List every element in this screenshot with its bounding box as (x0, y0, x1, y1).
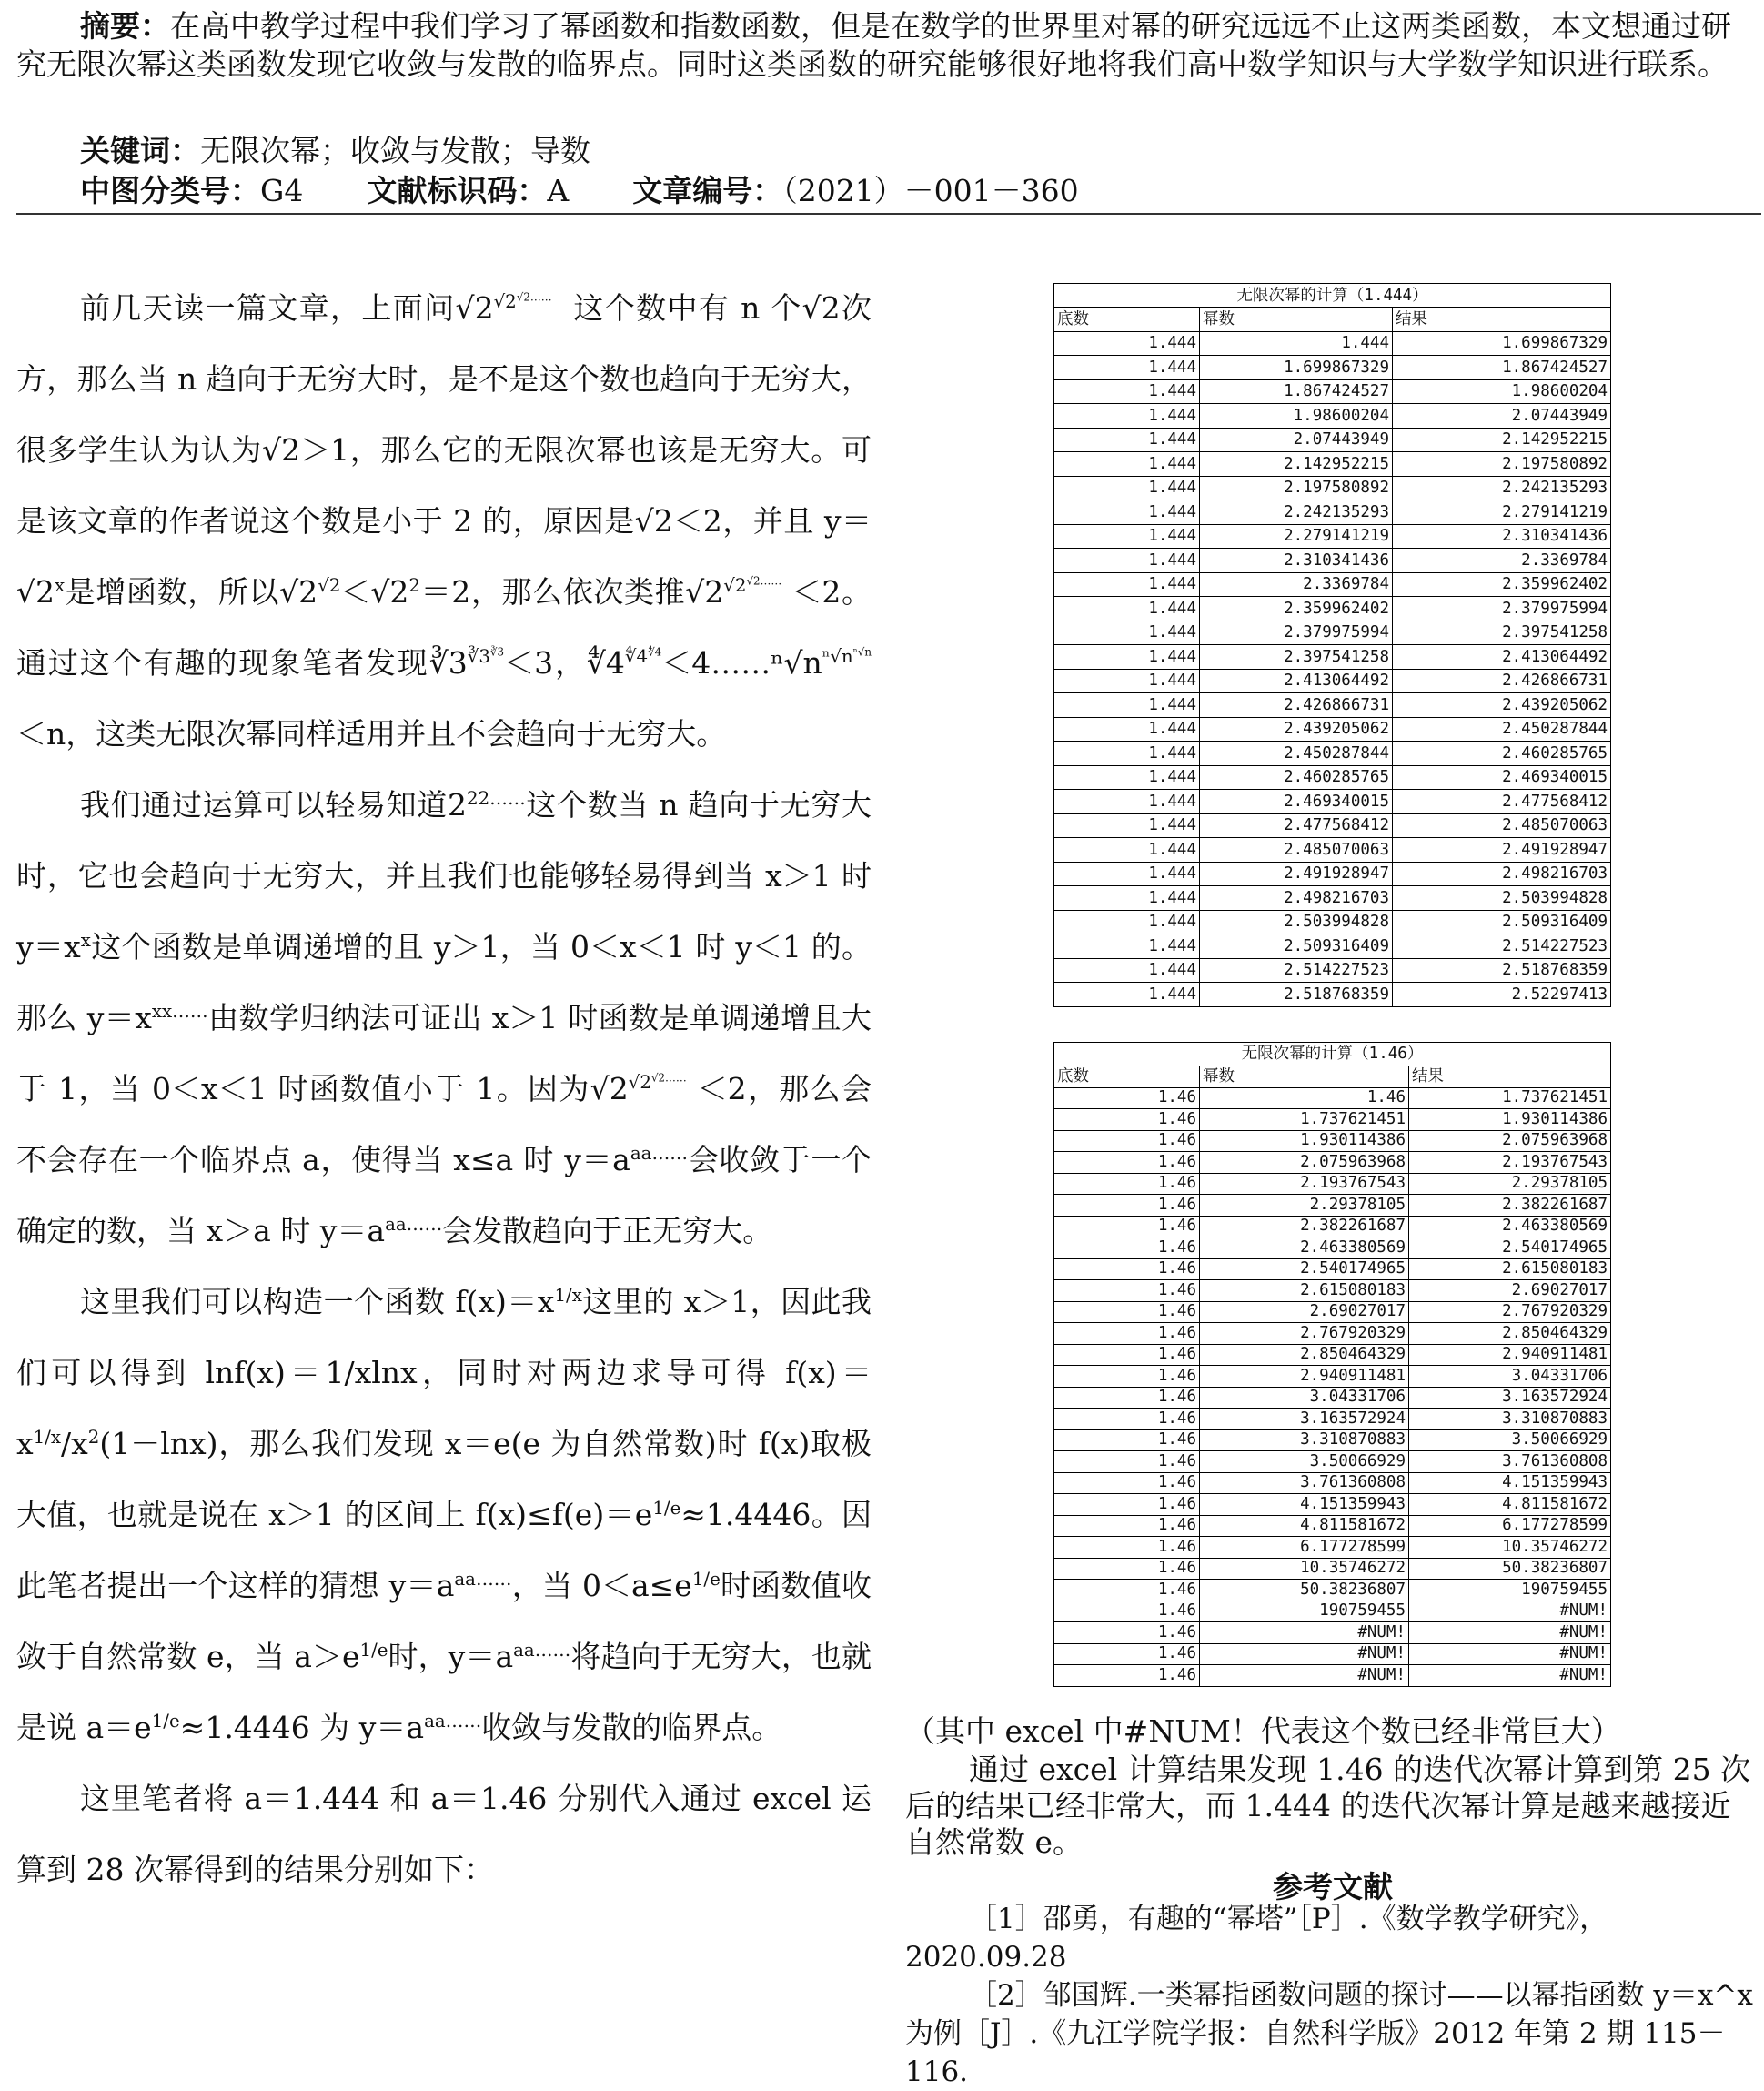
table-cell: 2.485070063 (1200, 838, 1393, 863)
table-row (1054, 1323, 1611, 1345)
table-cell: 2.491928947 (1200, 862, 1393, 886)
table-row (1054, 910, 1611, 934)
table-row (1054, 549, 1611, 573)
classification-line (80, 167, 1079, 210)
table-cell: 1.46 (1054, 1622, 1200, 1644)
table-cell: 2.3369784 (1393, 549, 1611, 573)
table-cell: 2.379975994 (1200, 621, 1393, 645)
table-cell: 4.151359943 (1200, 1494, 1409, 1516)
table-cell: 1.444 (1054, 910, 1200, 934)
table-row (1054, 1537, 1611, 1559)
table-cell: 1.737621451 (1409, 1087, 1611, 1109)
table-cell: 1.46 (1054, 1195, 1200, 1217)
table-cell: 2.397541258 (1393, 621, 1611, 645)
table-cell: 10.35746272 (1409, 1537, 1611, 1559)
table-cell: 1.46 (1054, 1130, 1200, 1152)
table-row (1054, 500, 1611, 525)
table-cell: 1.98600204 (1393, 379, 1611, 404)
table-header: 结果 (1393, 308, 1611, 332)
table-row (1054, 1580, 1611, 1601)
table-cell: 1.46 (1054, 1237, 1200, 1259)
table-cell: 2.463380569 (1409, 1216, 1611, 1237)
table-cell: 1.46 (1054, 1580, 1200, 1601)
paragraph-4: 这里笔者将 a＝1.444 和 a＝1.46 分别代入通过 excel 运算到 28 次幂得到的结果分别如下： (16, 1781, 872, 1887)
table-row (1054, 742, 1611, 766)
table-cell: 2.426866731 (1393, 669, 1611, 693)
table-cell: 1.46 (1054, 1409, 1200, 1430)
table-row (1054, 693, 1611, 718)
table-cell: 50.38236807 (1409, 1558, 1611, 1580)
table-cell: 1.444 (1200, 331, 1393, 356)
table-cell: 2.69027017 (1200, 1301, 1409, 1323)
table-cell: 2.509316409 (1200, 934, 1393, 959)
table-row (1054, 524, 1611, 549)
table-row (1054, 1258, 1611, 1280)
table-cell: 1.46 (1054, 1643, 1200, 1665)
table-cell: 1.930114386 (1409, 1109, 1611, 1131)
table-cell: 2.518768359 (1393, 958, 1611, 983)
table-row (1054, 1109, 1611, 1131)
table-title: 无限次幂的计算（1.46） (1054, 1043, 1611, 1066)
table-cell: 2.413064492 (1200, 669, 1393, 693)
table-cell: 2.940911481 (1200, 1366, 1409, 1388)
table-cell: 2.193767543 (1200, 1173, 1409, 1195)
table-cell: 1.444 (1054, 452, 1200, 477)
table-cell: 3.04331706 (1200, 1387, 1409, 1409)
table-cell: 2.514227523 (1200, 958, 1393, 983)
table-cell: 190759455 (1200, 1601, 1409, 1622)
table-cell: 1.867424527 (1200, 379, 1393, 404)
table-cell: 2.413064492 (1393, 645, 1611, 670)
excel-note: （其中 excel 中#NUM！代表这个数已经非常巨大） (905, 1713, 1621, 1749)
paragraph-3: 这里我们可以构造一个函数 $f(x)=x^{1/x}$这里的 x＞1，因此我们可以得到 lnf(x)＝1/xlnx，同时对两边求导可得 $f(x)=x^{1/x}/x^2(1-\ln x)$，那么我们发现 x＝e(e 为自然常数)时 f(x)取极大值，也就是说在 x＞1 的区间上 $f(x)\le f(e)=e^{1/e}\approx 1.4446$。因此笔者提出一个这样的猜想 $y=a^{aa\dots\dots}$，当 $0<a\le e^{1/e}$时函数值收敛于自然常数 e，当 $a>e^{1/e}$时，$y=a^{aa\dots\dots}$将趋向于无穷大，也就是说 $a=e^{1/e}\approx 1.4446$ 为 $y=a^{aa\dots\dots}$收敛与发散的临界点。 (16, 1284, 872, 1745)
table-cell: 1.444 (1054, 524, 1200, 549)
table-cell: 1.444 (1054, 742, 1200, 766)
table-row (1054, 717, 1611, 742)
table-row (1054, 862, 1611, 886)
table-cell: 2.426866731 (1200, 693, 1393, 718)
table-cell: 1.699867329 (1200, 356, 1393, 380)
table-row (1054, 838, 1611, 863)
table-row (1054, 1195, 1611, 1217)
table-row (1054, 428, 1611, 452)
table-cell: 2.503994828 (1393, 886, 1611, 911)
table-cell: 1.46 (1054, 1366, 1200, 1388)
table-row (1054, 1237, 1611, 1259)
table-cell: 2.460285765 (1200, 765, 1393, 790)
table-row (1054, 645, 1611, 670)
table-cell: 1.444 (1054, 404, 1200, 429)
table-row (1054, 1387, 1611, 1409)
article-number-label: 文章编号： (632, 173, 783, 208)
table-cell: 1.444 (1054, 356, 1200, 380)
table-cell: 1.444 (1054, 693, 1200, 718)
table-row (1054, 934, 1611, 959)
table-cell: 1.444 (1054, 790, 1200, 814)
table-cell: 1.444 (1054, 476, 1200, 500)
table-cell: 1.46 (1054, 1494, 1200, 1516)
table-row (1054, 1515, 1611, 1537)
keywords-text: 无限次幂；收敛与发散；导数 (200, 133, 590, 168)
table-cell: 2.07443949 (1393, 404, 1611, 429)
table-cell: 190759455 (1409, 1580, 1611, 1601)
table-cell: 1.444 (1054, 862, 1200, 886)
table-row (1054, 572, 1611, 597)
table-cell: 1.46 (1054, 1537, 1200, 1559)
table-cell: #NUM! (1200, 1665, 1409, 1687)
table-cell: 2.450287844 (1393, 717, 1611, 742)
clc-label: 中图分类号： (80, 173, 260, 208)
table-cell: 2.850464329 (1409, 1323, 1611, 1345)
table-cell: 1.46 (1054, 1087, 1200, 1109)
table-row (1054, 669, 1611, 693)
table-cell: 1.46 (1200, 1087, 1409, 1109)
table-cell: 1.46 (1054, 1109, 1200, 1131)
table-cell: 2.075963968 (1200, 1152, 1409, 1174)
table-cell: 2.197580892 (1200, 476, 1393, 500)
table-row (1054, 1494, 1611, 1516)
table-cell: 2.498216703 (1200, 886, 1393, 911)
table-cell: 2.518768359 (1200, 983, 1393, 1007)
table-cell: 2.29378105 (1409, 1173, 1611, 1195)
table-cell: 2.514227523 (1393, 934, 1611, 959)
table-cell: 2.615080183 (1409, 1258, 1611, 1280)
doc-code-label: 文献标识码： (367, 173, 548, 208)
table-cell: #NUM! (1409, 1601, 1611, 1622)
table-cell: 2.477568412 (1393, 790, 1611, 814)
table-cell: 2.193767543 (1409, 1152, 1611, 1174)
table-cell: 2.615080183 (1200, 1280, 1409, 1302)
table-row (1054, 813, 1611, 838)
table-cell: 2.197580892 (1393, 452, 1611, 477)
table-row (1054, 1643, 1611, 1665)
table-row (1054, 1173, 1611, 1195)
table-cell: 1.46 (1054, 1515, 1200, 1537)
table-cell: 4.811581672 (1200, 1515, 1409, 1537)
table-cell: 1.46 (1054, 1472, 1200, 1494)
table-cell: 1.444 (1054, 838, 1200, 863)
table-row (1054, 1216, 1611, 1237)
table-row (1054, 1301, 1611, 1323)
table-cell: 2.439205062 (1200, 717, 1393, 742)
table-1-444 (1053, 283, 1611, 1007)
table-row (1054, 765, 1611, 790)
table-row (1054, 1344, 1611, 1366)
table-cell: 1.867424527 (1393, 356, 1611, 380)
table-cell: 6.177278599 (1409, 1515, 1611, 1537)
table-cell: 1.930114386 (1200, 1130, 1409, 1152)
reference-2: ［2］邹国辉.一类幂指函数问题的探讨——以幂指函数 y＝x^x 为例［J］.《九江学院学报：自然科学版》2012 年第 2 期 115－116. (905, 1979, 1753, 2088)
table-row (1054, 1280, 1611, 1302)
table-cell: 1.46 (1054, 1173, 1200, 1195)
table-cell: 1.444 (1054, 717, 1200, 742)
table-cell: 1.46 (1054, 1429, 1200, 1451)
table-row (1054, 983, 1611, 1007)
body-text-left-column (16, 273, 872, 1905)
table-cell: 1.444 (1054, 572, 1200, 597)
table-1-46 (1053, 1042, 1611, 1687)
table-cell: 2.3369784 (1200, 572, 1393, 597)
table-cell: 1.444 (1054, 669, 1200, 693)
table-cell: 3.163572924 (1200, 1409, 1409, 1430)
keywords-label: 关键词： (80, 133, 200, 168)
table-cell: 2.940911481 (1409, 1344, 1611, 1366)
table-cell: 1.737621451 (1200, 1109, 1409, 1131)
table-cell: 2.469340015 (1200, 790, 1393, 814)
table-row (1054, 790, 1611, 814)
references-heading: 参考文献 (1273, 1869, 1393, 1904)
doc-code-value: A (547, 173, 570, 208)
table-cell: 3.310870883 (1409, 1409, 1611, 1430)
table-cell: 1.46 (1054, 1451, 1200, 1473)
table-cell: 2.397541258 (1200, 645, 1393, 670)
table-cell: 2.279141219 (1393, 500, 1611, 525)
table-row (1054, 452, 1611, 477)
table-cell: 2.463380569 (1200, 1237, 1409, 1259)
table-row (1054, 1130, 1611, 1152)
table-cell: 2.767920329 (1409, 1301, 1611, 1323)
table-cell: 1.46 (1054, 1216, 1200, 1237)
table-cell: 1.444 (1054, 621, 1200, 645)
table-cell: 1.444 (1054, 886, 1200, 911)
table-cell: 1.46 (1054, 1152, 1200, 1174)
table-header: 幂数 (1200, 1066, 1409, 1088)
table-cell: 1.46 (1054, 1601, 1200, 1622)
table-row (1054, 1601, 1611, 1622)
table-cell: 2.07443949 (1200, 428, 1393, 452)
table-cell: 2.767920329 (1200, 1323, 1409, 1345)
table-row (1054, 1366, 1611, 1388)
table-row (1054, 1622, 1611, 1644)
table-cell: 4.151359943 (1409, 1472, 1611, 1494)
table-cell: 10.35746272 (1200, 1558, 1409, 1580)
table-row (1054, 958, 1611, 983)
header-divider (16, 213, 1761, 215)
article-number-value: （2021）－001－360 (782, 173, 1079, 208)
table-cell: 1.444 (1054, 983, 1200, 1007)
table-cell: 2.359962402 (1393, 572, 1611, 597)
table-cell: 1.444 (1054, 645, 1200, 670)
table-cell: 1.46 (1054, 1280, 1200, 1302)
table-cell: 2.279141219 (1200, 524, 1393, 549)
table-cell: #NUM! (1200, 1622, 1409, 1644)
table-cell: 1.444 (1054, 331, 1200, 356)
table-row (1054, 597, 1611, 621)
table-row (1054, 886, 1611, 911)
table-cell: 2.477568412 (1200, 813, 1393, 838)
table-title: 无限次幂的计算（1.444） (1054, 284, 1611, 308)
table-cell: 1.46 (1054, 1301, 1200, 1323)
table-cell: 1.444 (1054, 765, 1200, 790)
table-cell: 2.485070063 (1393, 813, 1611, 838)
table-cell: 1.46 (1054, 1323, 1200, 1345)
table-row (1054, 1558, 1611, 1580)
table-cell: 2.469340015 (1393, 765, 1611, 790)
table-cell: 4.811581672 (1409, 1494, 1611, 1516)
table-cell: 2.379975994 (1393, 597, 1611, 621)
table-cell: 2.69027017 (1409, 1280, 1611, 1302)
table-cell: 1.444 (1054, 428, 1200, 452)
abstract (16, 7, 1754, 84)
table-cell: #NUM! (1409, 1643, 1611, 1665)
clc-value: G4 (260, 173, 304, 208)
table-row (1054, 621, 1611, 645)
table-cell: 1.46 (1054, 1344, 1200, 1366)
table-cell: 3.761360808 (1200, 1472, 1409, 1494)
table-cell: 2.310341436 (1393, 524, 1611, 549)
table-cell: 1.46 (1054, 1258, 1200, 1280)
table-cell: #NUM! (1200, 1643, 1409, 1665)
table-cell: 1.46 (1054, 1558, 1200, 1580)
table-cell: 2.503994828 (1200, 910, 1393, 934)
table-cell: 2.52297413 (1393, 983, 1611, 1007)
table-cell: 2.850464329 (1200, 1344, 1409, 1366)
abstract-label: 摘要： (80, 8, 170, 44)
table-cell: 1.46 (1054, 1665, 1200, 1687)
table-cell: 2.29378105 (1200, 1195, 1409, 1217)
table-row (1054, 1665, 1611, 1687)
table-cell: 2.075963968 (1409, 1130, 1611, 1152)
table-cell: 3.163572924 (1409, 1387, 1611, 1409)
table-cell: 2.142952215 (1393, 428, 1611, 452)
table-cell: 1.444 (1054, 500, 1200, 525)
keywords (80, 127, 590, 170)
table-cell: 2.439205062 (1393, 693, 1611, 718)
table-cell: 2.310341436 (1200, 549, 1393, 573)
table-cell: 1.444 (1054, 379, 1200, 404)
table-row (1054, 379, 1611, 404)
table-cell: 1.444 (1054, 549, 1200, 573)
table-cell: 1.444 (1054, 813, 1200, 838)
table-cell: 3.50066929 (1409, 1429, 1611, 1451)
table-cell: 2.540174965 (1409, 1237, 1611, 1259)
table-row (1054, 356, 1611, 380)
table-cell: 3.50066929 (1200, 1451, 1409, 1473)
table-row (1054, 1409, 1611, 1430)
table-cell: 1.444 (1054, 958, 1200, 983)
table-cell: 3.761360808 (1409, 1451, 1611, 1473)
table-cell: 1.699867329 (1393, 331, 1611, 356)
table-cell: 2.142952215 (1200, 452, 1393, 477)
table-cell: 2.450287844 (1200, 742, 1393, 766)
table-header: 幂数 (1200, 308, 1393, 332)
conclusion: 通过 excel 计算结果发现 1.46 的迭代次幂计算到第 25 次后的结果已经非常大，而 1.444 的迭代次幂计算是越来越接近自然常数 e。 (905, 1752, 1751, 1860)
table-header: 底数 (1054, 1066, 1200, 1088)
table-cell: 1.46 (1054, 1387, 1200, 1409)
table-cell: 2.498216703 (1393, 862, 1611, 886)
table-cell: 2.382261687 (1200, 1216, 1409, 1237)
table-cell: #NUM! (1409, 1665, 1611, 1687)
table-cell: 2.491928947 (1393, 838, 1611, 863)
table-row (1054, 331, 1611, 356)
table-row (1054, 1451, 1611, 1473)
table-row (1054, 1472, 1611, 1494)
table-row (1054, 1087, 1611, 1109)
table-cell: #NUM! (1409, 1622, 1611, 1644)
table-cell: 2.540174965 (1200, 1258, 1409, 1280)
table-header: 底数 (1054, 308, 1200, 332)
table-cell: 3.310870883 (1200, 1429, 1409, 1451)
table-cell: 3.04331706 (1409, 1366, 1611, 1388)
table-row (1054, 476, 1611, 500)
table-row (1054, 1429, 1611, 1451)
table-cell: 2.382261687 (1409, 1195, 1611, 1217)
table-cell: 2.242135293 (1200, 500, 1393, 525)
table-cell: 1.444 (1054, 597, 1200, 621)
abstract-text: 在高中教学过程中我们学习了幂函数和指数函数，但是在数学的世界里对幂的研究远远不止这两类函数，本文想通过研究无限次幂这类函数发现它收敛与发散的临界点。同时这类函数的研究能够很好地将我们高中数学知识与大学数学知识进行联系。 (16, 8, 1731, 82)
table-row (1054, 404, 1611, 429)
table-row (1054, 1152, 1611, 1174)
table-cell: 2.359962402 (1200, 597, 1393, 621)
table-cell: 2.460285765 (1393, 742, 1611, 766)
paragraph-2: 我们通过运算可以轻易知道$2^{22\dots\dots}$这个数当 n 趋向于无穷大时，它也会趋向于无穷大，并且我们也能够轻易得到当 x＞1 时 $y=x^x$这个函数是单调递增的且 y＞1，当 0＜x＜1 时 y＜1 的。那么 $y=x^{xx\dots\dots}$由数学归纳法可证出 x＞1 时函数是单调递增且大于 1，当 0＜x＜1 时函数值小于 1。因为$√2^{√2^{√2\dots\dots}} <2$，那么会不会存在一个临界点 a，使得当 x≤a 时 $y=a^{aa\dots\dots}$会收敛于一个确定的数，当 x＞a 时 $y=a^{aa\dots\dots}$会发散趋向于正无穷大。 (16, 787, 872, 1248)
table-cell: 1.444 (1054, 934, 1200, 959)
table-header: 结果 (1409, 1066, 1611, 1088)
table-cell: 6.177278599 (1200, 1537, 1409, 1559)
paragraph-1: 前几天读一篇文章，上面问$√2^{√2^{√2\dots\dots}}$ 这个数中有 n 个√2次方，那么当 n 趋向于无穷大时，是不是这个数也趋向于无穷大，很多学生认为认为√2＞1，那么它的无限次幂也该是无穷大。可是该文章的作者说这个数是小于 2 的，原因是√2＜2，并且 $y=√2^x$是增函数，所以$√2^{√2}<√2^2=2$，那么依次类推$√2^{√2^{√2\dots\dots}} <2$。通过这个有趣的现象笔者发现$∛3^{∛3^{∛3}}<3$，$∜4^{∜4^{∜4}}<4\dots\dots^n√n^{^n√n^{^n√n}}<n$，这类无限次幂同样适用并且不会趋向于无穷大。 (16, 290, 872, 752)
table-cell: 2.242135293 (1393, 476, 1611, 500)
table-cell: 1.98600204 (1200, 404, 1393, 429)
table-cell: 50.38236807 (1200, 1580, 1409, 1601)
table-cell: 2.509316409 (1393, 910, 1611, 934)
reference-1: ［1］邵勇，有趣的“幂塔”［P］.《数学教学研究》，2020.09.28 (905, 1903, 1608, 1974)
